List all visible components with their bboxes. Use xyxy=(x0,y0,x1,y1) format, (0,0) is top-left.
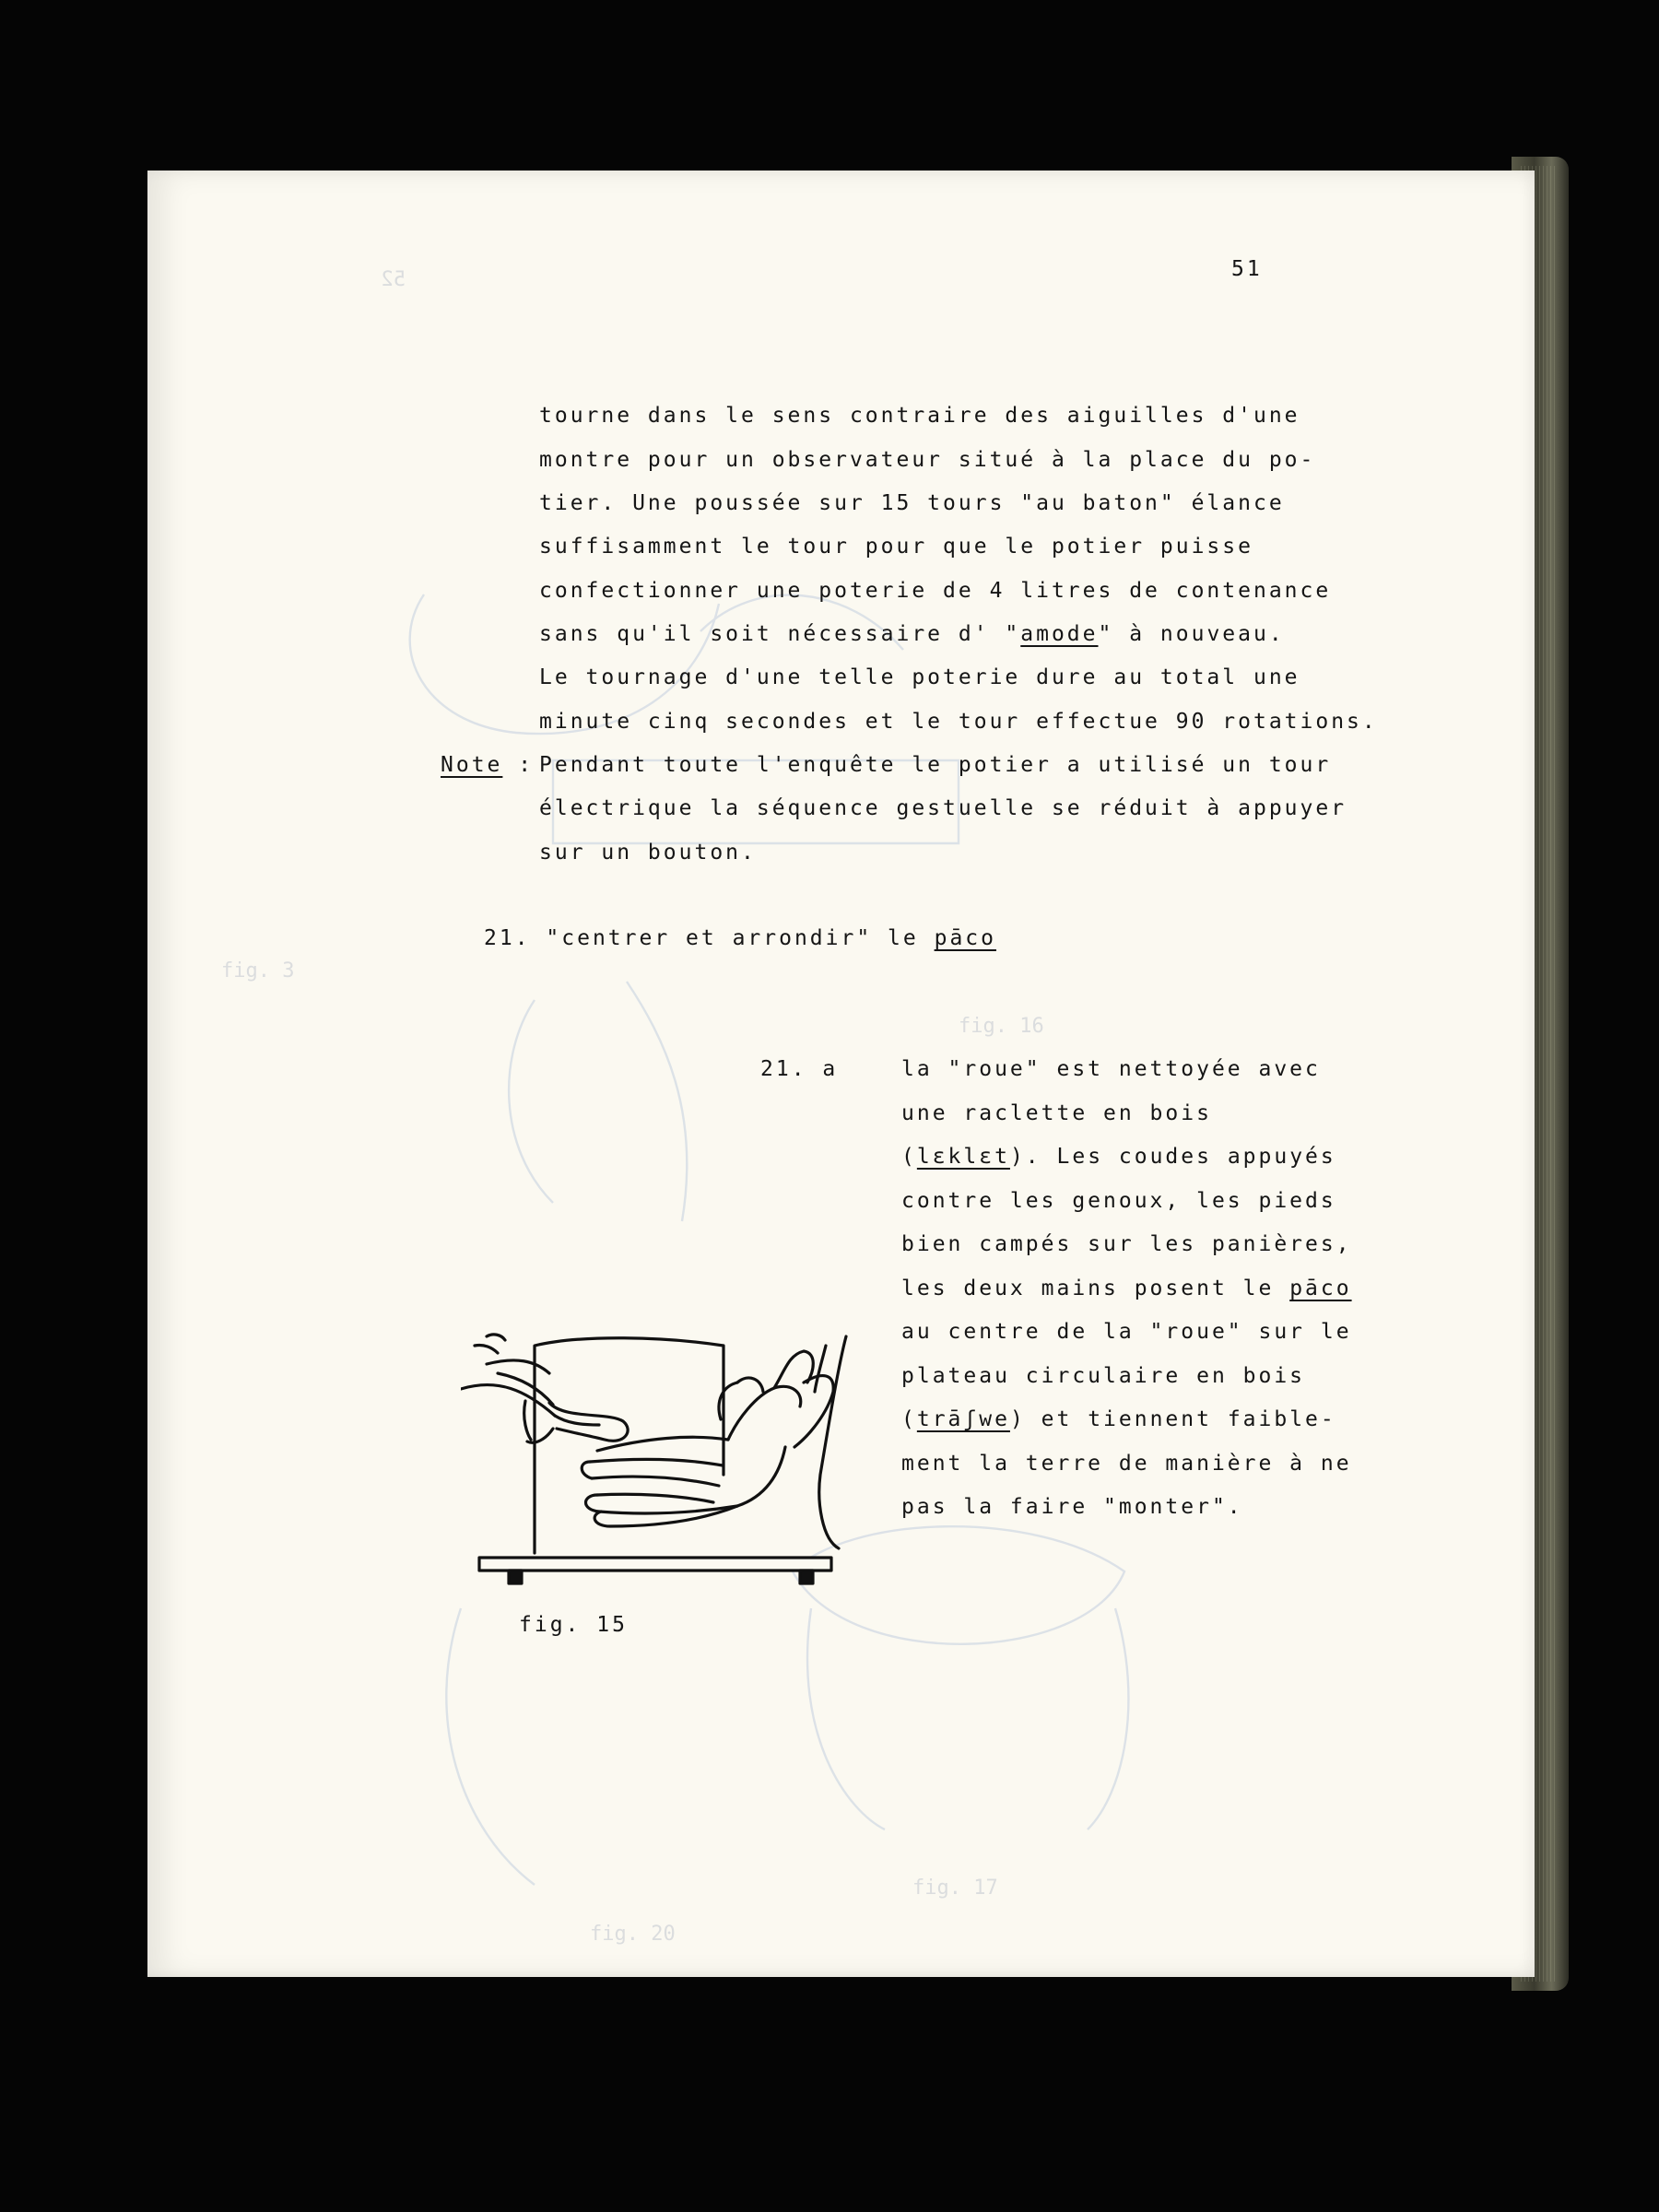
subsection-line-1: la "roue" est nettoyée avec xyxy=(901,1057,1321,1081)
subsection-line-3-open: ( xyxy=(901,1145,917,1169)
paragraph-line-3: tier. Une poussée sur 15 tours "au baton" élance xyxy=(539,491,1285,515)
subsection-number: 21. a xyxy=(760,1057,839,1081)
svg-text:52: 52 xyxy=(381,268,406,291)
paragraph-line-1: tourne dans le sens contraire des aiguilles d'une xyxy=(539,404,1300,428)
paragraph-line-6 xyxy=(539,622,1285,646)
section-heading xyxy=(484,926,996,950)
subsection-line-4: contre les genoux, les pieds xyxy=(901,1189,1336,1213)
subsection-line-9-open: ( xyxy=(901,1407,917,1431)
subsection-line-2: une raclette en bois xyxy=(901,1101,1212,1125)
section-number: 21. xyxy=(484,926,531,950)
subsection-line-5: bien campés sur les panières, xyxy=(901,1232,1352,1256)
term-paco-2: pāco xyxy=(1289,1277,1352,1300)
subsection-line-8: plateau circulaire en bois xyxy=(901,1364,1306,1388)
term-paco: pāco xyxy=(934,926,996,950)
book-page xyxy=(147,171,1535,1977)
section-title-before: "centrer et arrondir" le xyxy=(546,926,935,950)
bleed-through-ghost xyxy=(147,171,1535,1977)
note-separator: : xyxy=(502,753,535,777)
subsection-line-3-after: ). Les coudes appuyés xyxy=(1009,1145,1336,1169)
svg-text:fig. 17: fig. 17 xyxy=(912,1877,998,1900)
paragraph-line-6-after: " à nouveau. xyxy=(1098,622,1285,646)
paragraph-line-8: minute cinq secondes et le tour effectue 90 rotations. xyxy=(539,710,1378,734)
term-trashwe: trāʃwe xyxy=(916,1407,1010,1431)
paragraph-line-7: Le tournage d'une telle poterie dure au total une xyxy=(539,665,1300,689)
subsection-line-11: pas la faire "monter". xyxy=(901,1495,1243,1519)
svg-text:fig. 3: fig. 3 xyxy=(221,959,295,982)
note-label: Note xyxy=(441,753,503,777)
subsection-line-10: ment la terre de manière à ne xyxy=(901,1452,1352,1476)
subsection-line-6-before: les deux mains posent le xyxy=(901,1277,1290,1300)
subsection-line-3 xyxy=(901,1145,1336,1169)
paragraph-line-4: suffisamment le tour pour que le potier puisse xyxy=(539,535,1253,559)
term-amode: amode xyxy=(1020,622,1099,646)
note-line-3: sur un bouton. xyxy=(539,841,757,865)
term-leklet: lɛklɛt xyxy=(916,1145,1010,1169)
note-label-block xyxy=(441,753,534,777)
paragraph-line-2: montre pour un observateur situé à la place du po- xyxy=(539,448,1316,472)
paragraph-line-5: confectionner une poterie de 4 litres de contenance xyxy=(539,579,1332,603)
note-line-2: électrique la séquence gestuelle se réduit à appuyer xyxy=(539,796,1347,820)
svg-text:fig. 20: fig. 20 xyxy=(590,1923,676,1946)
subsection-line-9-after: ) et tiennent faible- xyxy=(1009,1407,1336,1431)
note-line-1: Pendant toute l'enquête le potier a utilisé un tour xyxy=(539,753,1332,777)
page-number: 51 xyxy=(1231,257,1263,281)
figure-caption: fig. 15 xyxy=(519,1613,628,1637)
subsection-line-7: au centre de la "roue" sur le xyxy=(901,1320,1352,1344)
hands-centering-clay-illustration xyxy=(461,1198,977,1677)
svg-text:fig. 16: fig. 16 xyxy=(959,1015,1044,1038)
paragraph-line-6-before: sans qu'il soit nécessaire d' " xyxy=(539,622,1021,646)
